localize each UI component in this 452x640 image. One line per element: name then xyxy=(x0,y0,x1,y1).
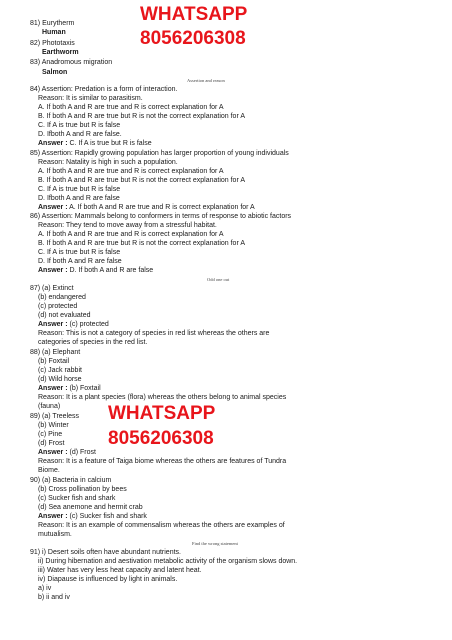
answer-81: Human xyxy=(42,29,66,36)
q86-assertion: 86) Assertion: Mammals belong to conformers in terms of response to abiotic factors xyxy=(30,213,292,220)
q91-statement-1: 91) i) Desert soils often have abundant nutrients. xyxy=(30,549,181,556)
section-heading-wrong-statement: Find the wrong statement xyxy=(192,541,238,546)
section-heading-assertion: Assertion and reason xyxy=(187,78,225,83)
q90-answer: Answer : (c) Sucker fish and shark xyxy=(38,513,147,520)
q90-option-d: (d) Sea anemone and hermit crab xyxy=(38,504,143,511)
q88-option-b: (b) Foxtail xyxy=(38,358,70,365)
q90-reason-line-1: Reason: It is an example of commensalism whereas the others are examples of xyxy=(38,522,285,529)
q88-reason-line-2: (fauna) xyxy=(38,403,61,410)
q85-reason: Reason: Natality is high in such a population. xyxy=(38,159,178,166)
q87-option-c: (c) protected xyxy=(38,303,78,310)
q89-answer: Answer : (d) Frost xyxy=(38,449,96,456)
q84-option-b: B. If both A and R are true but R is not the correct explanation for A xyxy=(38,113,246,120)
q84-answer: Answer : C. If A is true but R is false xyxy=(38,140,152,147)
answer-83: Salmon xyxy=(42,69,68,76)
section-heading-odd-one-out: Odd one out xyxy=(207,277,230,282)
q90-reason-line-2: mutualism. xyxy=(38,531,72,538)
q87-option-b: (b) endangered xyxy=(38,294,86,301)
q89-reason-line-1: Reason: It is a feature of Taiga biome whereas the others are features of Tundra xyxy=(38,458,287,465)
q88-option-d: (d) Wild horse xyxy=(38,376,82,383)
q87-reason-line-1: Reason: This is not a category of species in red list whereas the others are xyxy=(38,330,270,337)
q84-option-d: D. Ifboth A and R are false. xyxy=(38,131,122,138)
q88-answer: Answer : (b) Foxtail xyxy=(38,385,101,392)
q89-option-b: (b) Winter xyxy=(38,422,69,429)
phone-number-watermark-top: 8056206308 xyxy=(140,28,246,49)
q87-option-d: (d) not evaluated xyxy=(38,312,91,319)
q84-reason: Reason: It is similar to parasitism. xyxy=(38,95,143,102)
q84-option-c: C. If A is true but R is false xyxy=(38,122,121,129)
answer-82: Earthworm xyxy=(42,49,79,56)
q89-reason-line-2: Biome. xyxy=(38,467,60,474)
q89-head: 89) (a) Treeless xyxy=(30,413,80,420)
q86-reason: Reason: They tend to move away from a stressful habitat. xyxy=(38,222,217,229)
phone-number-watermark-middle: 8056206308 xyxy=(108,428,214,449)
q88-option-c: (c) Jack rabbit xyxy=(38,367,82,374)
q85-option-d: D. Ifboth A and R are false xyxy=(38,195,120,202)
q90-head: 90) (a) Bacteria in calcium xyxy=(30,477,112,484)
q91-option-b: b) ii and iv xyxy=(38,594,70,601)
q87-answer: Answer : (c) protected xyxy=(38,321,109,328)
q84-assertion: 84) Assertion: Predation is a form of interaction. xyxy=(30,86,178,93)
q85-answer: Answer : A. If both A and R are true and R is correct explanation for A xyxy=(38,204,255,211)
q88-head: 88) (a) Elephant xyxy=(30,349,81,356)
q85-option-a: A. If both A and R are true and R is correct explanation for A xyxy=(38,168,224,175)
whatsapp-watermark-top: WHATSAPP xyxy=(140,4,248,25)
q87-reason-line-2: categories of species in the red list. xyxy=(38,339,148,346)
q89-option-d: (d) Frost xyxy=(38,440,65,447)
q87-head: 87) (a) Extinct xyxy=(30,285,74,292)
q90-option-c: (c) Sucker fish and shark xyxy=(38,495,116,502)
q86-option-a: A. If both A and R are true and R is correct explanation for A xyxy=(38,231,224,238)
q89-option-c: (c) Pine xyxy=(38,431,63,438)
q91-statement-2: ii) During hibernation and aestivation metabolic activity of the organism slows down. xyxy=(38,558,298,565)
q85-option-b: B. If both A and R are true but R is not the correct explanation for A xyxy=(38,177,246,184)
q85-assertion: 85) Assertion: Rapidly growing population has larger proportion of young individuals xyxy=(30,150,289,157)
question-82: 82) Phototaxis xyxy=(30,40,75,47)
q91-statement-4: iv) Diapause is influenced by light in animals. xyxy=(38,576,178,583)
q86-option-c: C. If A is true but R is false xyxy=(38,249,121,256)
q84-option-a: A. If both A and R are true and R is correct explanation for A xyxy=(38,104,224,111)
question-81: 81) Eurytherm xyxy=(30,20,75,27)
question-83: 83) Anadromous migration xyxy=(30,59,113,66)
q91-option-a: a) iv xyxy=(38,585,52,592)
q90-option-b: (b) Cross pollination by bees xyxy=(38,486,127,493)
q88-reason-line-1: Reason: It is a plant species (flora) whereas the others belong to animal species xyxy=(38,394,287,401)
q86-option-b: B. If both A and R are true but R is not the correct explanation for A xyxy=(38,240,246,247)
q86-answer: Answer : D. If both A and R are false xyxy=(38,267,154,274)
q91-statement-3: iii) Water has very less heat capacity and latent heat. xyxy=(38,567,202,574)
q86-option-d: D. If both A and R are false xyxy=(38,258,122,265)
q85-option-c: C. If A is true but R is false xyxy=(38,186,121,193)
whatsapp-watermark-middle: WHATSAPP xyxy=(108,403,216,424)
